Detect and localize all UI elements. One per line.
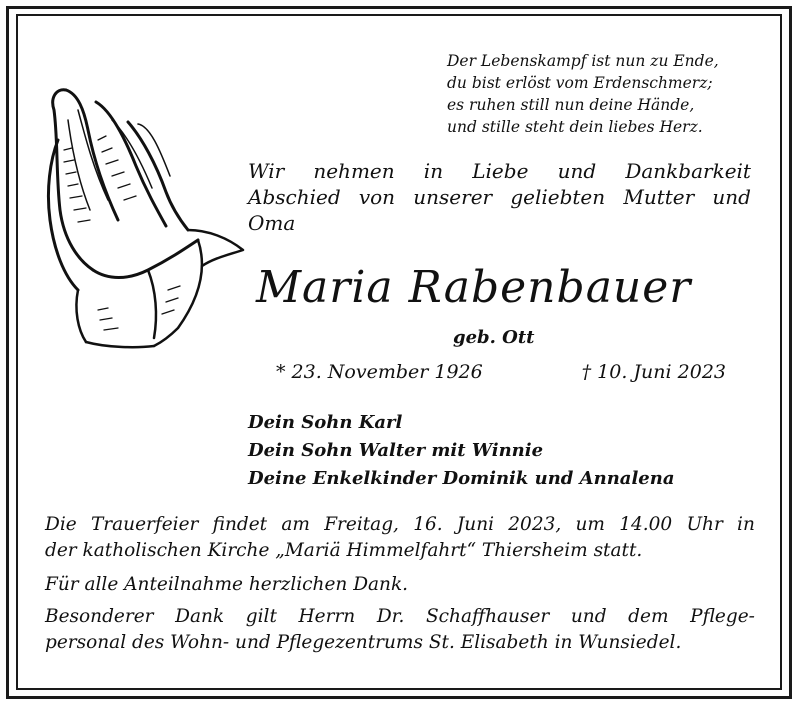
thanks-word: und: [570, 606, 607, 627]
intro-text: [248, 158, 751, 236]
intro-word: von: [358, 185, 396, 209]
thanks-word: Herrn: [298, 606, 356, 627]
intro-line-3: Oma: [248, 211, 296, 235]
funeral-word: Trauerfeier: [90, 514, 199, 535]
funeral-line-2: der katholischen Kirche „Mariä Himmelfahrt“ Thiersheim statt.: [45, 540, 643, 561]
maiden-name: geb. Ott: [453, 327, 535, 348]
funeral-word: 16.: [413, 514, 443, 535]
mourner: Dein Sohn Karl: [248, 412, 403, 433]
special-thanks-line-2: personal des Wohn- und Pflegezentrums St. Elisabeth in Wunsiedel.: [45, 632, 682, 653]
funeral-word: Uhr: [686, 514, 723, 535]
deceased-name: Maria Rabenbauer: [256, 262, 692, 313]
special-thanks-line-1: [45, 604, 755, 630]
funeral-word: um: [575, 514, 605, 535]
intro-word: Dankbarkeit: [625, 159, 751, 183]
poem-line-4: und stille steht dein liebes Herz.: [447, 118, 703, 136]
funeral-word: am: [281, 514, 310, 535]
intro-word: Wir: [248, 159, 285, 183]
birth-date: * 23. November 1926: [276, 361, 483, 383]
poem-line-1: Der Lebenskampf ist nun zu Ende,: [447, 52, 719, 70]
funeral-word: 2023,: [508, 514, 562, 535]
thanks-line: Für alle Anteilnahme herzlichen Dank.: [45, 574, 409, 595]
poem-line-3: es ruhen still nun deine Hände,: [447, 96, 695, 114]
thanks-word: Pflege-: [690, 606, 755, 627]
funeral-notice: [45, 512, 755, 564]
intro-word: und: [712, 185, 751, 209]
thanks-word: Dank: [175, 606, 225, 627]
intro-word: Mutter: [623, 185, 695, 209]
thanks-word: Besonderer: [45, 606, 154, 627]
funeral-word: Juni: [456, 514, 495, 535]
special-thanks: [45, 604, 755, 656]
praying-hands-icon: [38, 80, 248, 350]
poem-line-2: du bist erlöst vom Erdenschmerz;: [447, 74, 713, 92]
mourners-list: [248, 409, 675, 493]
intro-word: und: [557, 159, 597, 183]
thanks-word: Dr.: [376, 606, 405, 627]
intro-line-2: [248, 184, 751, 210]
mourner: Dein Sohn Walter mit Winnie: [248, 440, 544, 461]
funeral-word: Die: [45, 514, 77, 535]
intro-word: geliebten: [510, 185, 606, 209]
intro-word: in: [423, 159, 444, 183]
life-dates: [276, 361, 726, 383]
thanks-word: Schaffhauser: [426, 606, 550, 627]
death-date: † 10. Juni 2023: [581, 361, 726, 383]
funeral-word: findet: [212, 514, 268, 535]
thanks-word: dem: [628, 606, 669, 627]
funeral-line-1: [45, 512, 755, 538]
funeral-word: Freitag,: [324, 514, 399, 535]
intro-line-1: [248, 158, 751, 184]
funeral-word: in: [737, 514, 755, 535]
intro-word: Liebe: [472, 159, 529, 183]
intro-word: Abschied: [248, 185, 341, 209]
funeral-word: 14.00: [619, 514, 673, 535]
mourner: Deine Enkelkinder Dominik und Annalena: [248, 468, 675, 489]
intro-word: unserer: [413, 185, 493, 209]
intro-word: nehmen: [313, 159, 395, 183]
poem: [447, 50, 747, 138]
thanks-word: gilt: [245, 606, 277, 627]
